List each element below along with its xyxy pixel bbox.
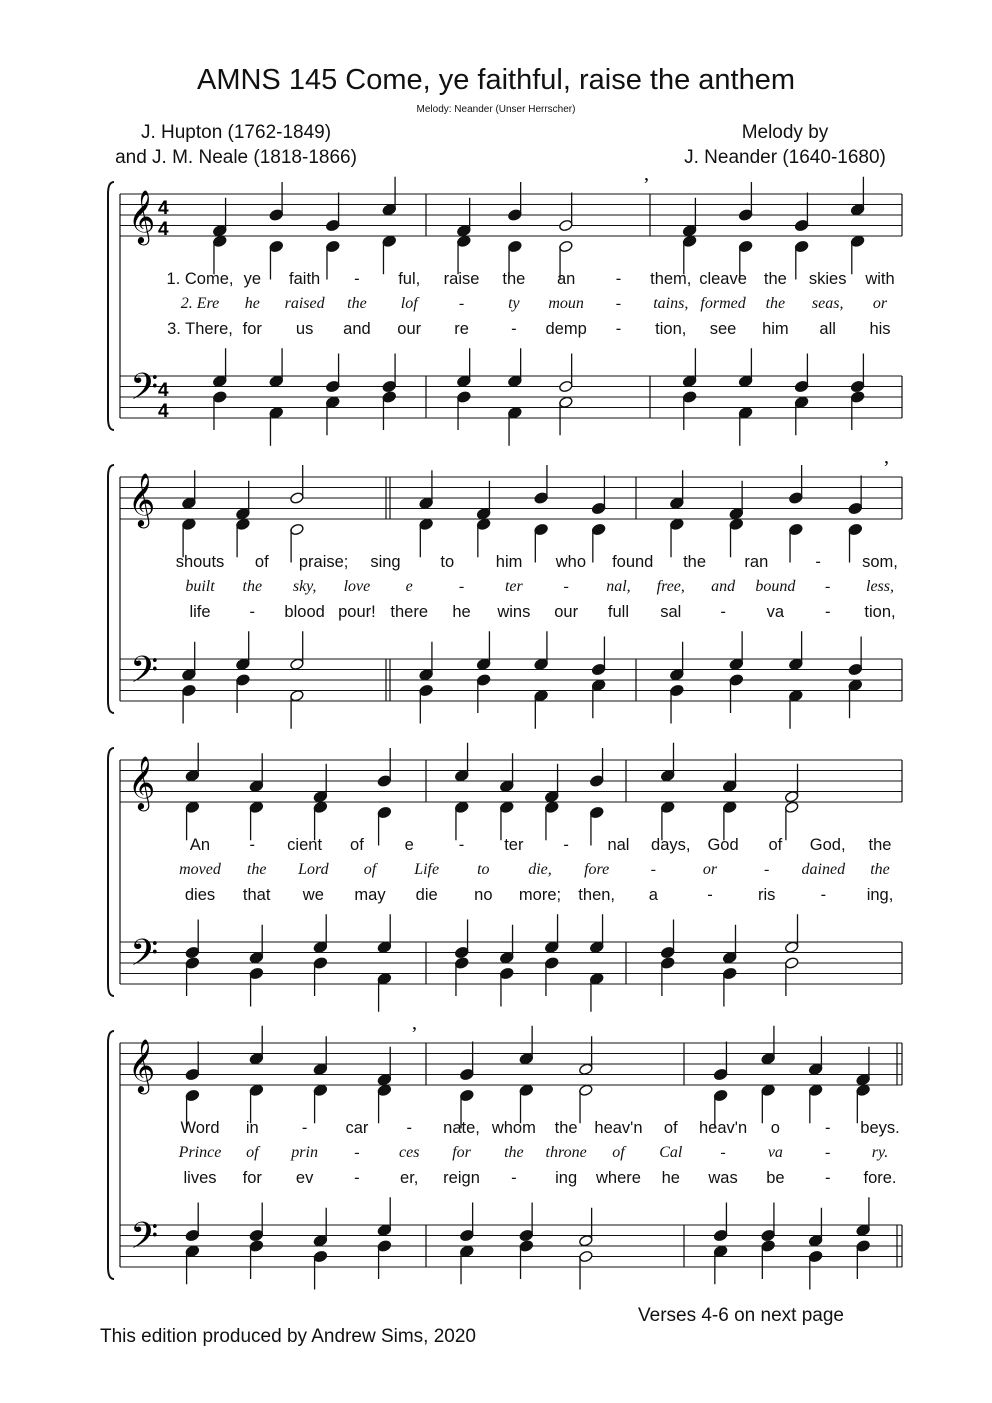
lyric-hyphen: - (825, 578, 831, 595)
lyric-syllable: beys. (860, 1119, 900, 1137)
lyric-syllable: moun (548, 295, 584, 312)
melody-author-line-1: Melody by (741, 122, 829, 143)
breath-mark-icon: , (884, 446, 889, 468)
lyric-syllable: ter (504, 578, 523, 595)
lyric-syllable: see (709, 320, 737, 338)
lyric-syllable: days, (651, 836, 691, 854)
lyric-syllable: less, (866, 578, 894, 595)
lyric-syllable: o (770, 1119, 780, 1137)
lyric-hyphen: - (824, 1169, 831, 1187)
lyric-syllable: the (246, 861, 267, 878)
lyric-syllable: sky, (292, 578, 317, 595)
lyric-syllable: the (765, 295, 786, 312)
lyric-syllable: cient (287, 836, 323, 854)
lyric-syllable: the (763, 270, 787, 288)
lyric-hyphen: - (763, 861, 770, 878)
lyric-syllable: for (242, 1169, 262, 1187)
lyric-syllable: ing, (866, 886, 894, 904)
lyric-syllable: die, (528, 861, 552, 878)
lyric-syllable: he (452, 603, 471, 621)
lyric-syllable: his (869, 320, 891, 338)
lyric-syllable: ran (744, 553, 769, 571)
lyric-hyphen: - (615, 295, 622, 312)
lyric-syllable: more; (518, 886, 562, 904)
lyric-syllable: blood (284, 603, 325, 621)
lyric-syllable: the (502, 270, 526, 288)
lyric-syllable: ful, (398, 270, 421, 288)
lyric-syllable: where (595, 1169, 641, 1187)
words-author-line-1: J. Hupton (1762-1849) (140, 122, 332, 143)
lyric-syllable: fore (584, 861, 610, 878)
lyric-syllable: God, (809, 836, 846, 854)
lyric-hyphen: - (249, 836, 256, 854)
lyric-syllable: him (495, 553, 523, 571)
lyric-syllable: he (661, 1169, 680, 1187)
lyric-syllable: ing (555, 1169, 578, 1187)
bass-clef-icon: 𝄢 (130, 932, 159, 983)
lyric-syllable: God (707, 836, 739, 854)
lyric-syllable: ev (295, 1169, 314, 1187)
lyric-syllable: the (683, 553, 706, 571)
lyric-syllable: seas, (811, 295, 844, 312)
lyric-syllable: lives (183, 1169, 217, 1187)
lyric-syllable: cleave (699, 270, 747, 288)
lyric-syllable: Cal (659, 1144, 683, 1161)
lyric-syllable: all (819, 320, 836, 338)
lyric-syllable: who (555, 553, 587, 571)
lyric-syllable: heav'n (699, 1119, 748, 1137)
lyric-syllable: be (766, 1169, 785, 1187)
lyric-hyphen: - (720, 603, 726, 621)
lyric-syllable: skies (808, 270, 847, 288)
lyric-syllable: of (350, 836, 364, 854)
lyric-syllable: nate, (443, 1119, 480, 1137)
lyric-syllable: the (504, 1144, 524, 1161)
lyric-syllable: ty (508, 295, 520, 312)
lyric-syllable: ris (757, 886, 776, 904)
lyric-syllable: die (415, 886, 438, 904)
lyric-syllable: demp (545, 320, 587, 338)
lyric-hyphen: - (720, 1144, 726, 1161)
lyric-syllable: nal (607, 836, 630, 854)
treble-time-signature-top: 4 (158, 198, 169, 219)
breath-mark-icon: , (644, 163, 649, 185)
breath-mark-icon: , (412, 1012, 417, 1034)
words-author-line-2: and J. M. Neale (1818-1866) (115, 147, 357, 168)
lyric-syllable: 2. Ere (180, 295, 220, 312)
lyric-hyphen: - (615, 320, 622, 338)
lyric-syllable: us (295, 320, 314, 338)
treble-clef-icon: 𝄞 (128, 472, 156, 526)
bass-clef-icon: 𝄢 (130, 1215, 159, 1266)
lyric-syllable: in (245, 1119, 259, 1137)
lyric-hyphen: - (354, 270, 360, 288)
lyric-syllable: then, (578, 886, 616, 904)
lyric-syllable: formed (700, 295, 746, 312)
lyric-syllable: the (347, 295, 367, 312)
melody-author-line-2: J. Neander (1640-1680) (684, 147, 886, 168)
lyric-hyphen: - (820, 886, 827, 904)
lyric-syllable: the (242, 578, 263, 595)
edition-credit: This edition produced by Andrew Sims, 2020 (100, 1326, 476, 1347)
lyric-syllable: there (390, 603, 429, 621)
lyric-syllable: 3. There, (167, 320, 233, 338)
lyric-syllable: Lord (298, 861, 329, 878)
lyric-syllable: prin (291, 1144, 318, 1161)
lyric-syllable: Prince (178, 1144, 222, 1161)
lyric-syllable: tains, (653, 295, 689, 312)
lyric-syllable: Life (414, 861, 440, 878)
lyric-syllable: reign (443, 1169, 480, 1187)
lyric-hyphen: - (563, 578, 569, 595)
lyric-syllable: them, (650, 270, 692, 288)
bass-time-signature-bottom: 4 (158, 401, 169, 422)
lyric-hyphen: - (511, 320, 517, 338)
lyric-syllable: fore. (863, 1169, 897, 1187)
lyric-syllable: may (354, 886, 386, 904)
lyric-syllable: re (454, 320, 469, 338)
lyric-syllable: the (554, 1119, 578, 1137)
lyric-syllable: ye (243, 270, 262, 288)
treble-clef-icon: 𝄞 (128, 755, 156, 809)
lyric-syllable: heav'n (594, 1119, 643, 1137)
lyric-syllable: found (612, 553, 654, 571)
lyric-syllable: er, (400, 1169, 419, 1187)
lyric-syllable: was (708, 1169, 738, 1187)
bass-clef-icon: 𝄢 (130, 649, 159, 700)
lyric-hyphen: - (650, 861, 656, 878)
lyric-syllable: to (477, 861, 490, 878)
lyric-syllable: dained (801, 861, 846, 878)
lyric-hyphen: - (511, 1169, 517, 1187)
lyric-syllable: we (302, 886, 324, 904)
lyric-syllable: ces (399, 1144, 420, 1161)
lyric-syllable: and (711, 578, 736, 595)
lyric-syllable: wins (497, 603, 531, 621)
lyric-syllable: Word (180, 1119, 220, 1137)
lyric-hyphen: - (824, 1119, 831, 1137)
lyric-hyphen: - (406, 1119, 412, 1137)
lyric-hyphen: - (825, 1144, 831, 1161)
hymn-title: AMNS 145 Come, ye faithful, raise the anthem (196, 64, 795, 96)
lyric-syllable: an (556, 270, 576, 288)
lyric-syllable: va (766, 603, 785, 621)
lyric-syllable: built (185, 578, 215, 595)
lyric-syllable: with (865, 270, 895, 288)
lyric-syllable: raise (443, 270, 480, 288)
lyric-syllable: va (767, 1144, 783, 1161)
lyric-hyphen: - (824, 603, 831, 621)
lyric-syllable: and (343, 320, 371, 338)
lyric-syllable: to (440, 553, 455, 571)
lyric-hyphen: - (563, 836, 569, 854)
lyric-syllable: of (663, 1119, 678, 1137)
lyric-syllable: shouts (175, 553, 225, 571)
lyric-hyphen: - (354, 1169, 360, 1187)
lyric-syllable: nal, (606, 578, 631, 595)
lyric-syllable: no (474, 886, 493, 904)
lyric-syllable: tion, (655, 320, 687, 338)
lyric-syllable: a (648, 886, 658, 904)
lyric-syllable: the (870, 861, 890, 878)
lyric-syllable: of (612, 1144, 625, 1161)
lyric-syllable: or (872, 295, 888, 312)
lyric-syllable: our (554, 603, 579, 621)
lyric-syllable: or (702, 861, 718, 878)
lyric-hyphen: - (615, 270, 622, 288)
lyric-syllable: for (452, 1144, 471, 1161)
bass-time-signature-top: 4 (158, 380, 169, 401)
lyric-syllable: dies (184, 886, 216, 904)
next-page-note: Verses 4-6 on next page (638, 1305, 844, 1326)
lyric-syllable: whom (491, 1119, 536, 1137)
treble-clef-icon: 𝄞 (128, 1038, 156, 1092)
lyric-hyphen: - (815, 553, 821, 571)
lyric-syllable: moved (179, 861, 221, 878)
lyric-syllable: he (244, 295, 260, 312)
lyric-syllable: tion, (864, 603, 896, 621)
lyric-syllable: our (397, 320, 422, 338)
lyric-syllable: life (189, 603, 211, 621)
lyric-syllable: of (768, 836, 783, 854)
lyric-syllable: for (242, 320, 262, 338)
lyric-syllable: sing (370, 553, 401, 571)
lyric-syllable: of (246, 1144, 259, 1161)
lyric-syllable: raised (284, 295, 325, 312)
lyric-syllable: throne (545, 1144, 587, 1161)
lyric-syllable: praise; (298, 553, 349, 571)
lyric-syllable: car (345, 1119, 369, 1137)
lyric-syllable: of (363, 861, 377, 878)
lyric-hyphen: - (458, 295, 465, 312)
lyric-syllable: sal (660, 603, 682, 621)
lyric-hyphen: - (301, 1119, 308, 1137)
lyric-syllable: An (189, 836, 211, 854)
lyric-syllable: bound (755, 578, 796, 595)
treble-time-signature-bottom: 4 (158, 219, 169, 240)
lyric-syllable: of (254, 553, 269, 571)
lyric-syllable: full (607, 603, 629, 621)
lyric-hyphen: - (458, 578, 465, 595)
lyric-syllable: ry. (871, 1144, 889, 1161)
treble-clef-icon: 𝄞 (128, 189, 156, 243)
lyric-syllable: e (404, 836, 414, 854)
lyric-syllable: lof (400, 295, 418, 312)
lyric-hyphen: - (249, 603, 256, 621)
lyric-syllable: the (868, 836, 892, 854)
lyric-syllable: free, (656, 578, 685, 595)
lyric-syllable: pour! (338, 603, 376, 621)
lyric-hyphen: - (458, 836, 465, 854)
lyric-syllable: 1. Come, (166, 270, 234, 288)
lyric-syllable: ter (504, 836, 524, 854)
lyric-syllable: som, (862, 553, 898, 571)
lyric-hyphen: - (707, 886, 713, 904)
lyric-hyphen: - (354, 1144, 360, 1161)
lyric-syllable: love (343, 578, 371, 595)
lyric-syllable: e (405, 578, 413, 595)
lyric-syllable: him (762, 320, 789, 338)
lyric-syllable: faith (289, 270, 321, 288)
lyric-syllable: that (242, 886, 271, 904)
melody-name: Melody: Neander (Unser Herrscher) (416, 104, 576, 115)
bass-clef-icon: 𝄢 (130, 366, 159, 417)
